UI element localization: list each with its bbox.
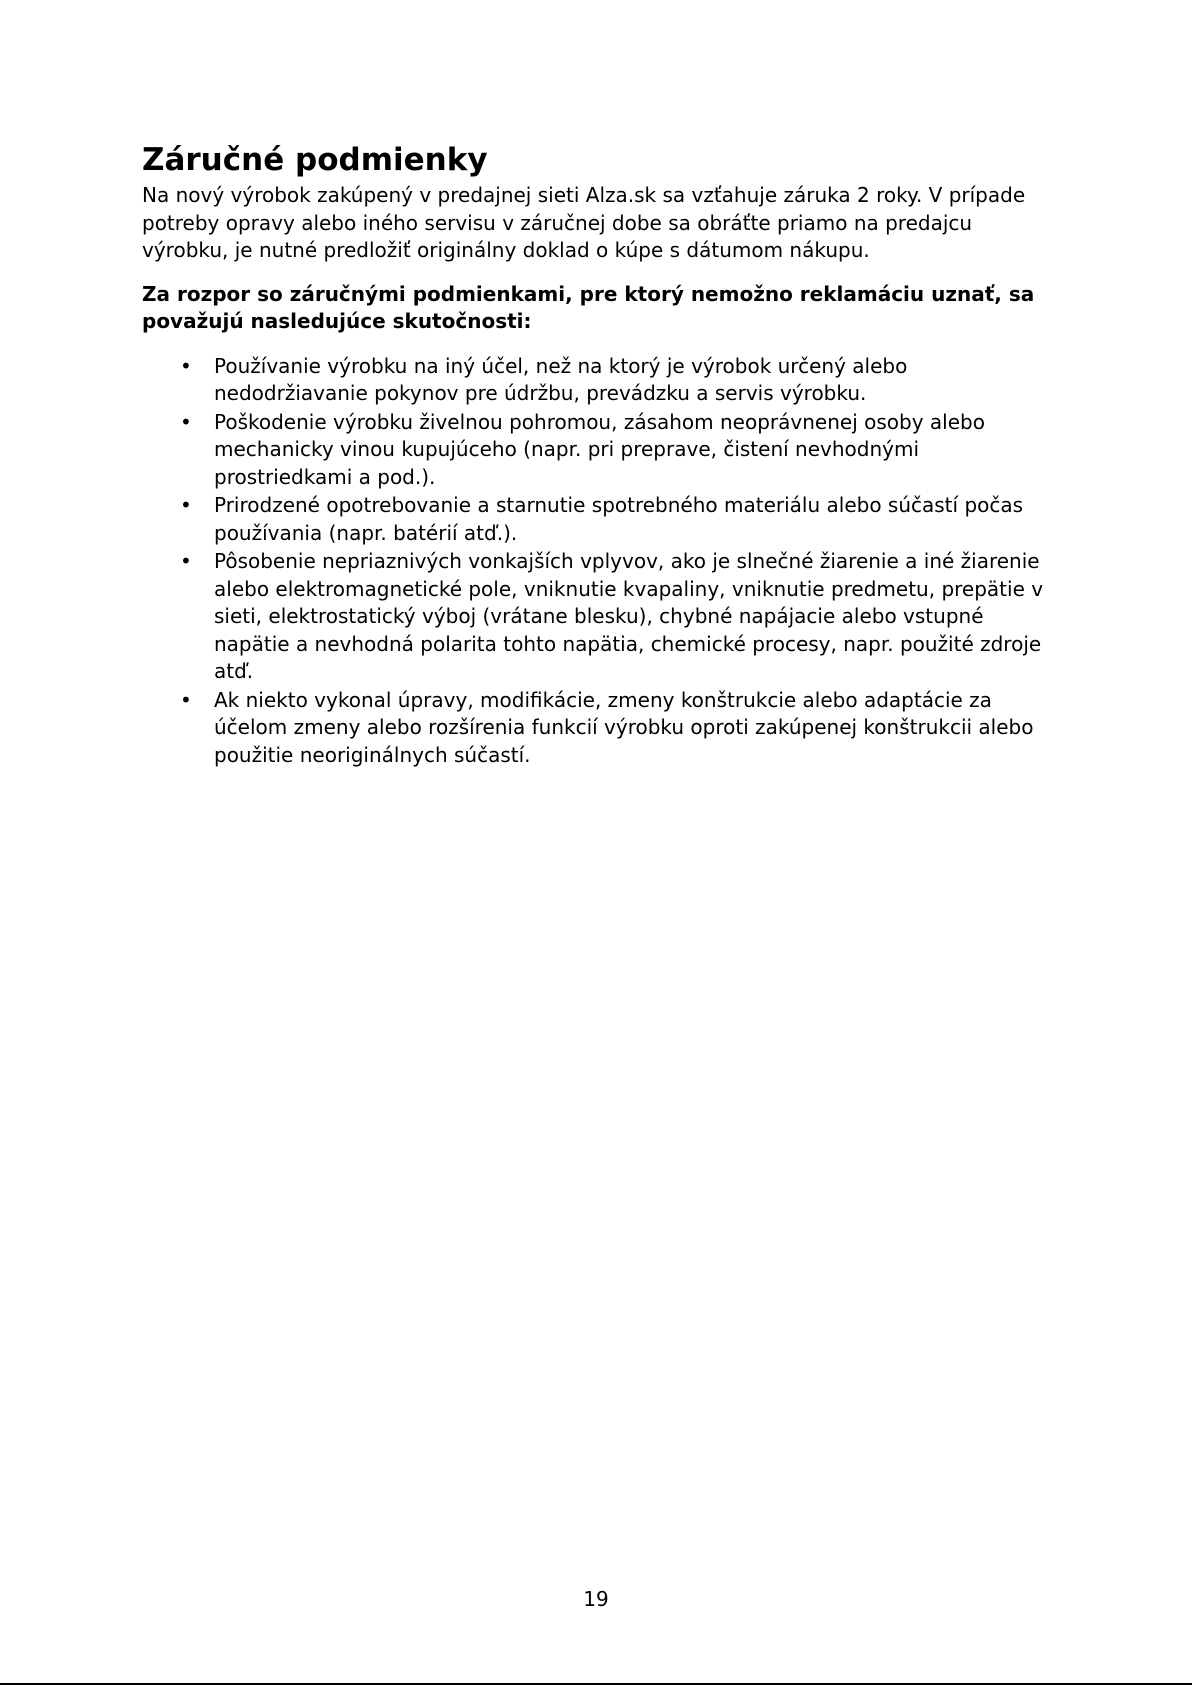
page-title: Záručné podmienky (142, 142, 488, 178)
list-item-text: Používanie výrobku na iný účel, než na ktorý je výrobok určený alebo nedodržiavanie pokynov pre údržbu, prevádzku a servis výrobku. (214, 353, 908, 405)
list-item (142, 548, 1052, 686)
bullet-icon: • (180, 353, 192, 378)
list-item-text: Prirodzené opotrebovanie a starnutie spotrebného materiálu alebo súčastí počas používania (napr. batérií atď.). (214, 493, 1024, 545)
list-item (142, 687, 1052, 770)
list-item-text: Poškodenie výrobku živelnou pohromou, zásahom neoprávnenej osoby alebo mechanicky vinou kupujúceho (napr. pri preprave, čistení nevhodnými prostriedkami a pod.). (214, 409, 985, 489)
bullet-icon: • (180, 687, 192, 712)
intro-paragraph: Na nový výrobok zakúpený v predajnej sieti Alza.sk sa vzťahuje záruka 2 roky. V prípade potreby opravy alebo iného servisu v záručnej dobe sa obráťte priamo na predajcu výrobku, je nutné predložiť originálny doklad o kúpe s dátumom nákupu. (142, 183, 1026, 262)
document-content (142, 138, 1052, 770)
list-item (142, 353, 1052, 408)
conditions-lead: Za rozpor so záručnými podmienkami, pre ktorý nemožno reklamáciu uznať, sa považujú nasledujúce skutočnosti: (142, 281, 1035, 333)
page-number: 19 (583, 1587, 609, 1611)
bullet-icon: • (180, 409, 192, 434)
list-item (142, 492, 1052, 547)
list-item (142, 409, 1052, 492)
conditions-list (142, 353, 1052, 770)
list-item-text: Pôsobenie nepriaznivých vonkajších vplyvov, ako je slnečné žiarenie a iné žiarenie alebo elektromagnetické pole, vniknutie kvapaliny, vniknutie predmetu, prepätie v sieti, elektrostatický výboj (vrátane blesku), chybné napájacie alebo vstupné napätie a nevhodná polarita tohto napätia, chemické procesy, napr. použité zdroje atď. (214, 549, 1044, 683)
bullet-icon: • (180, 493, 192, 517)
bullet-icon: • (180, 549, 192, 573)
list-item-text: Ak niekto vykonal úpravy, modifikácie, zmeny konštrukcie alebo adaptácie za účelom zmeny alebo rozšírenia funkcií výrobku oproti zakúpenej konštrukcii alebo použitie neoriginálnych súčastí. (214, 687, 1034, 767)
